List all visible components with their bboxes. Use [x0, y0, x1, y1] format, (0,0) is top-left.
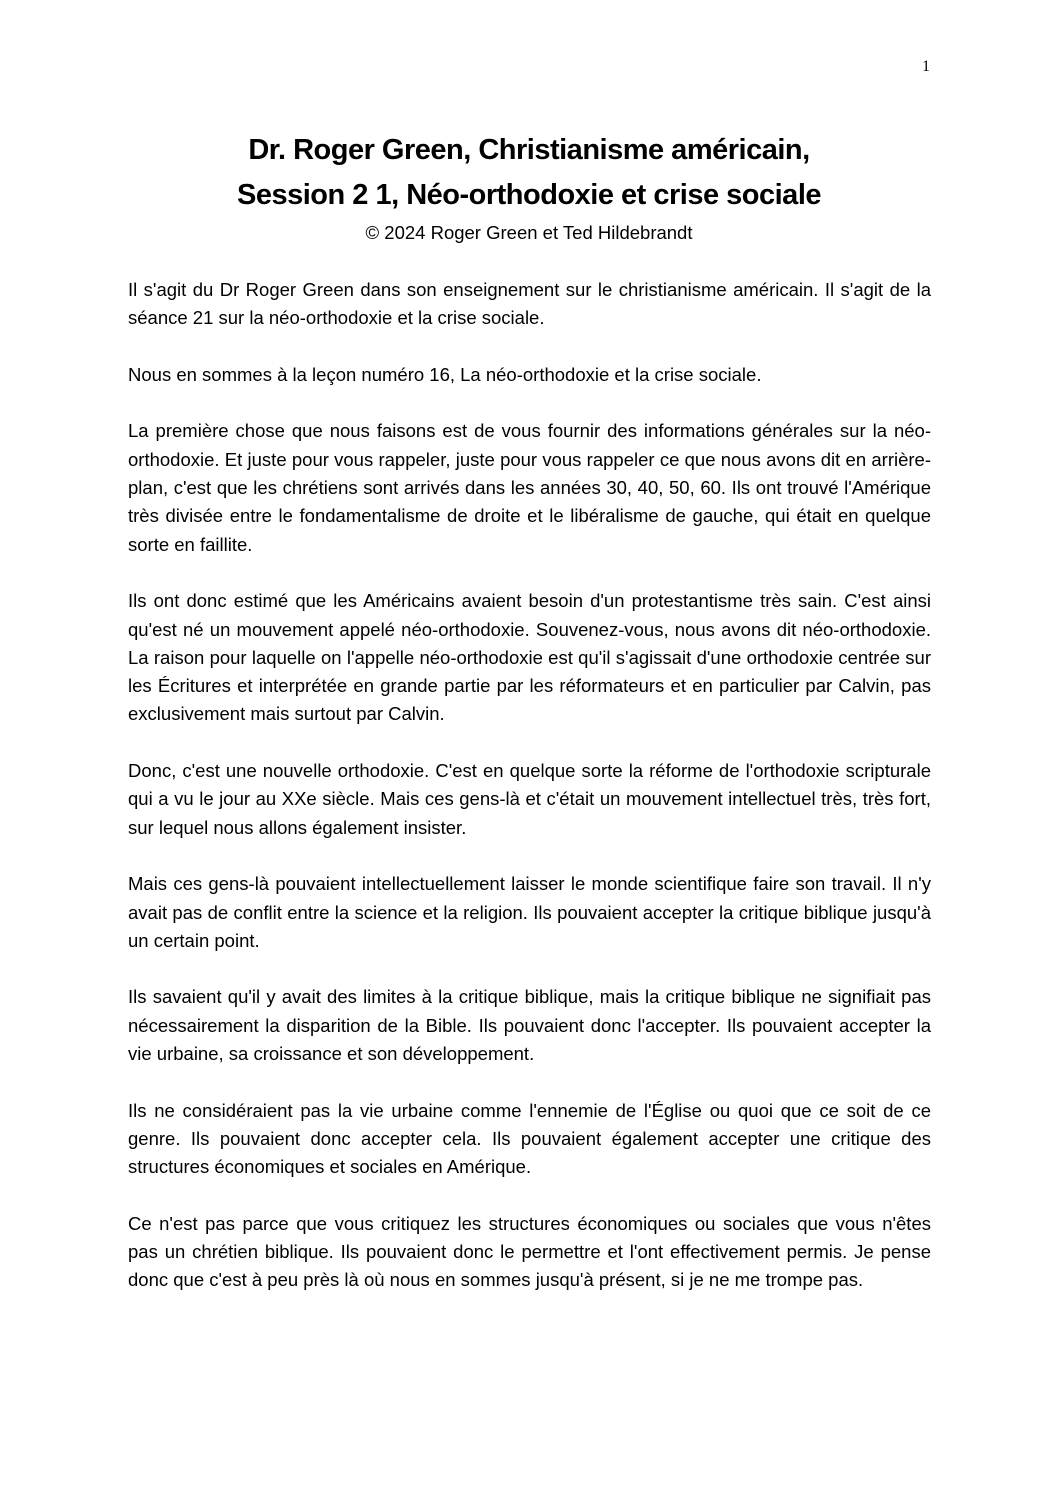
paragraph: Ce n'est pas parce que vous critiquez les structures économiques ou sociales que vous n'êtes pas un chrétien biblique. Ils pouvaient donc le permettre et l'ont effectivement permis. Je pense donc que c'est à peu près là où nous en sommes jusqu'à présent, si je ne me trompe pas.: [128, 1212, 931, 1291]
paragraph: Ils ont donc estimé que les Américains avaient besoin d'un protestantisme très sain. C'est ainsi qu'est né un mouvement appelé néo-orthodoxie. Souvenez-vous, nous avons dit néo-orthodoxie. La raison pour laquelle on l'appelle néo-orthodoxie est qu'il s'agissait d'une orthodoxie centrée sur les Écritures et interprétée en grande partie par les réformateurs et en particulier par Calvin, pas exclusivement mais surtout par Calvin.: [128, 590, 931, 725]
paragraph: La première chose que nous faisons est de vous fournir des informations générales sur la néo-orthodoxie. Et juste pour vous rappeler, juste pour vous rappeler ce que nous avons dit en arrière-plan, c'est que les chrétiens sont arrivés dans les années 30, 40, 50, 60. Ils ont trouvé l'Amérique très divisée entre le fondamentalisme de droite et le libéralisme de gauche, qui était en quelque sorte en faillite.: [128, 420, 931, 555]
page-number: 1: [922, 58, 930, 75]
title-line-1: Dr. Roger Green, Christianisme américain,: [248, 134, 810, 166]
title-line-2: Session 2 1, Néo-orthodoxie et crise sociale: [237, 179, 821, 211]
paragraph: Ils ne considéraient pas la vie urbaine comme l'ennemie de l'Église ou quoi que ce soit de ce genre. Ils pouvaient donc accepter cela. Ils pouvaient également accepter une critique des structures économiques et sociales en Amérique.: [128, 1099, 931, 1178]
paragraph: Mais ces gens-là pouvaient intellectuellement laisser le monde scientifique faire son travail. Il n'y avait pas de conflit entre la science et la religion. Ils pouvaient accepter la critique biblique jusqu'à un certain point.: [128, 873, 931, 951]
paragraph: Il s'agit du Dr Roger Green dans son enseignement sur le christianisme américain. Il s'agit de la séance 21 sur la néo-orthodoxie et la crise sociale.: [128, 279, 931, 329]
paragraph: Nous en sommes à la leçon numéro 16, La néo-orthodoxie et la crise sociale.: [128, 363, 762, 385]
document-body: [128, 276, 931, 1323]
paragraph: Donc, c'est une nouvelle orthodoxie. C'est en quelque sorte la réforme de l'orthodoxie scripturale qui a vu le jour au XXe siècle. Mais ces gens-là et c'était un mouvement intellectuel très, très fort, sur lequel nous allons également insister.: [128, 760, 931, 838]
copyright-line: © 2024 Roger Green et Ted Hildebrandt: [365, 222, 693, 243]
paragraph: Ils savaient qu'il y avait des limites à la critique biblique, mais la critique biblique ne signifiait pas nécessairement la disparition de la Bible. Ils pouvaient donc l'accepter. Ils pouvaient accepter la vie urbaine, sa croissance et son développement.: [128, 986, 931, 1065]
document-title: [64, 128, 994, 246]
